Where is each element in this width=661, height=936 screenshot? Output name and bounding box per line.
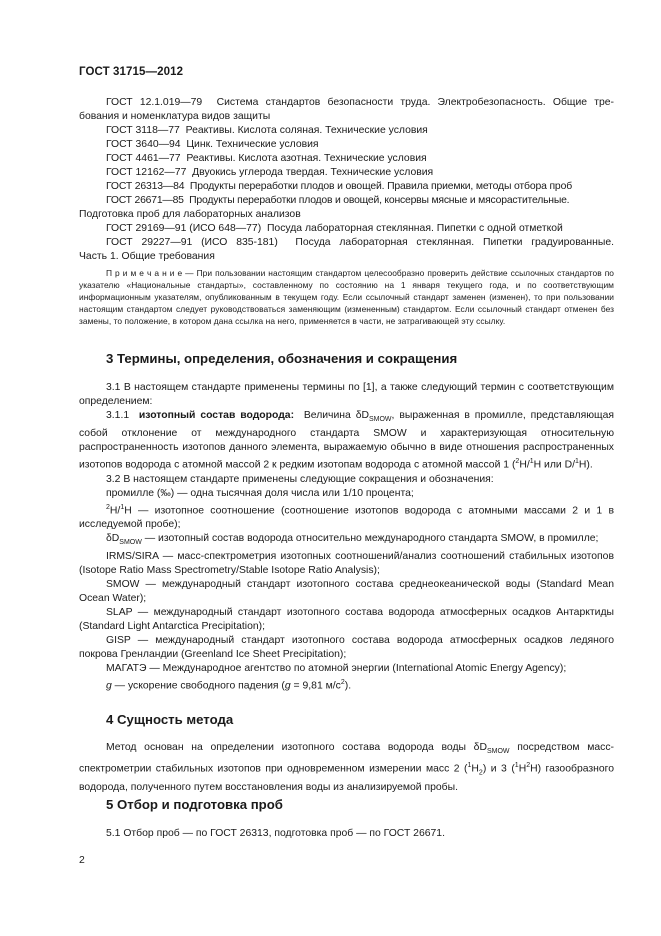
abbr-magate: МАГАТЭ — Международное агентство по атомной энергии (International Atomic Energy Agency); bbox=[106, 663, 567, 675]
para-3-2: 3.2 В настоящем стандарте применены следующие сокращения и обозначения: bbox=[106, 473, 494, 485]
ref-item: ГОСТ 29169—91 (ИСО 648—77) Посуда лабораторная стеклянная. Пипетки с одной отметкой bbox=[106, 223, 563, 234]
para-3-1-1: 3.1.1 изотопный состав водорода: Величина $\delta D_{SMOW}$, выраженная в промилле, представляющая собой отклонение от международного стандарта SMOW и характеризующая относительную распространенность изотопов данного элемента, выражаемую обычно в виде отношения распространенных изотопов водорода с атомной массой 2 к редким изотопам водорода с атомной массой 1 ($^2$H/$^1$H или D/$^1$H). bbox=[79, 410, 614, 471]
ref-item-continued: Подготовка проб для лабораторных анализов bbox=[79, 209, 301, 220]
para-4: Метод основан на определении изотопного состава водорода воды $\delta D_{SMOW}$ посредством масс-спектрометрии стабильных изотопов при одновременном измерении масс 2 $(^1H_2)$ и 3 $(^1H^2H)$ газообразного водорода, полученного путем восстановления воды из анализируемой пробы. bbox=[79, 742, 615, 793]
ref-item: ГОСТ 3118—77 Реактивы. Кислота соляная. Технические условия bbox=[106, 125, 428, 136]
document-header: ГОСТ 31715—2012 bbox=[79, 66, 184, 78]
abbr-gisp: GISP — международный стандарт изотопного состава водорода атмосферных осадков ледяного покрова Гренландии (Greenland Ice Sheet Precipitation); bbox=[79, 635, 614, 661]
ref-item: ГОСТ 12162—77 Двуокись углерода твердая. Технические условия bbox=[106, 167, 434, 178]
ref-item: ГОСТ 29227—91 (ИСО 835-181) Посуда лабораторная стеклянная. Пипетки градуированные. bbox=[106, 237, 614, 248]
ref-item: ГОСТ 26671—85 Продукты переработки плодов и овощей, консервы мясные и мясорастительные. bbox=[106, 195, 570, 206]
ref-item: ГОСТ 12.1.019—79 Система стандартов безопасности труда. Электробезопасность. Общие тре- bbox=[106, 97, 614, 108]
abbr-permille: промилле (‰) — одна тысячная доля числа или 1/10 процента; bbox=[106, 487, 414, 499]
ref-item: ГОСТ 3640—94 Цинк. Технические условия bbox=[106, 139, 319, 150]
section-4-body bbox=[79, 741, 614, 795]
ref-item-continued: Часть 1. Общие требования bbox=[79, 251, 215, 262]
abbr-slap: SLAP — международный стандарт изотопного состава водорода атмосферных осадков Антарктиды (Standard Light Antarctica Precipitation); bbox=[79, 607, 614, 633]
abbr-delta: $\delta D_{SMOW}$ — изотопный состав водорода относительно международного стандарта SMOW, в промилле; bbox=[106, 533, 599, 547]
section-3-body bbox=[79, 381, 614, 694]
section-5-body bbox=[79, 827, 614, 841]
note-paragraph bbox=[79, 267, 614, 327]
abbr-irms: IRMS/SIRA — масс-спектрометрия изотопных соотношений/анализ соотношений стабильных изотопов (Isotope Ratio Mass Spectrometry/Stable Isotope Ratio Analysis); bbox=[79, 551, 614, 577]
section-3-title: 3 Термины, определения, обозначения и сокращения bbox=[106, 351, 458, 366]
para-3-1: 3.1 В настоящем стандарте применены термины по [1], а также следующий термин с соответствующим определением: bbox=[79, 382, 614, 407]
references-list bbox=[79, 96, 614, 264]
section-4-title: 4 Сущность метода bbox=[106, 712, 234, 727]
para-5-1: 5.1 Отбор проб — по ГОСТ 26313, подготовка проб — по ГОСТ 26671. bbox=[106, 828, 445, 839]
abbr-isotope-ratio: $^2$H/$^1$H — изотопное соотношение (соотношение изотопов водорода с атомными массами 2 и 1 в исследуемой пробе); bbox=[79, 503, 614, 531]
ref-item: ГОСТ 4461—77 Реактивы. Кислота азотная. Технические условия bbox=[106, 153, 427, 164]
note-text: При пользовании настоящим стандартом целесообразно проверить действие ссылочных стандартов по указателю «Национальные стандарты», составленному по состоянию на 1 января текущего года, и по соответствующим информационным указателям, опубликованным в текущем году. Если ссылочный стандарт заменен (изменен), то при пользовании настоящим стандартом следует руководствоваться заменяющим (измененным) стандартом. Если ссылочный стандарт отменен без замены, то положение, в котором дана ссылка на него, применяется в части, не затрагивающей эту ссылку. bbox=[79, 268, 614, 326]
note-label: П р и м е ч а н и е — bbox=[106, 268, 194, 278]
page-number: 2 bbox=[79, 855, 85, 866]
section-5-title: 5 Отбор и подготовка проб bbox=[106, 797, 283, 812]
ref-item-continued: бования и номенклатура видов защиты bbox=[79, 111, 271, 122]
abbr-gravity: g — ускорение свободного падения (g = 9,81 $м/с^2$). bbox=[106, 679, 352, 692]
ref-item: ГОСТ 26313—84 Продукты переработки плодов и овощей. Правила приемки, методы отбора проб bbox=[106, 181, 572, 192]
abbr-smow: SMOW — международный стандарт изотопного состава среднеокеанической воды (Standard Mean Ocean Water); bbox=[79, 579, 614, 605]
